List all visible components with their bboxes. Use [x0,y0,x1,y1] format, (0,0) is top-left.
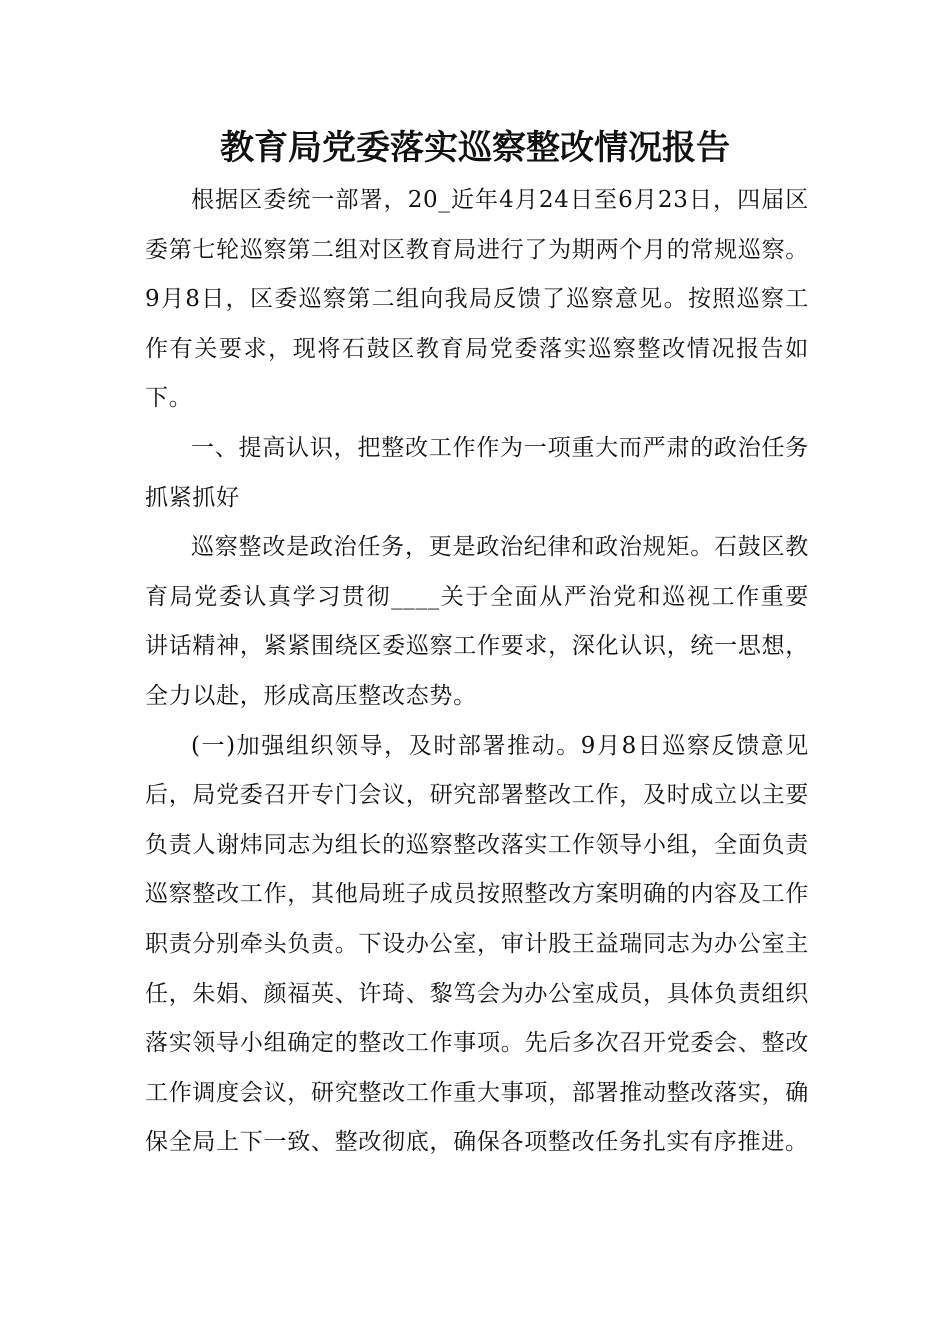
paragraph-section-1: 巡察整改是政治任务，更是政治纪律和政治规矩。石鼓区教育局党委认真学习贯彻____关于全面从严治党和巡视工作重要讲话精神，紧紧围绕区委巡察工作要求，深化认识，统一思想，全力以赴，形成高压整改态势。 [145,534,809,709]
paragraph-subsection-1: (一)加强组织领导，及时部署推动。9月8日巡察反馈意见后，局党委召开专门会议，研究部署整改工作，及时成立以主要负责人谢炜同志为组长的巡察整改落实工作领导小组，全面负责巡察整改工作，其他局班子成员按照整改方案明确的内容及工作职责分别牵头负责。下设办公室，审计股王益瑞同志为办公室主任，朱娟、颜福英、许琦、黎笃会为办公室成员，具体负责组织落实领导小组确定的整改工作事项。先后多次召开党委会、整改工作调度会议，研究整改工作重大事项，部署推动整改落实，确保全局上下一致、整改彻底，确保各项整改任务扎实有序推进。 [145,732,809,1156]
document-body [145,176,809,1168]
section-heading-1: 一、提高认识，把整改工作作为一项重大而严肃的政治任务抓紧抓好 [145,434,809,511]
document-title: 教育局党委落实巡察整改情况报告 [220,128,730,168]
paragraph-intro: 根据区委统一部署，20_近年4月24日至6月23日，四届区委第七轮巡察第二组对区教育局进行了为期两个月的常规巡察。9月8日，区委巡察第二组向我局反馈了巡察意见。按照巡察工作有关要求，现将石鼓区教育局党委落实巡察整改情况报告如下。 [145,187,809,412]
